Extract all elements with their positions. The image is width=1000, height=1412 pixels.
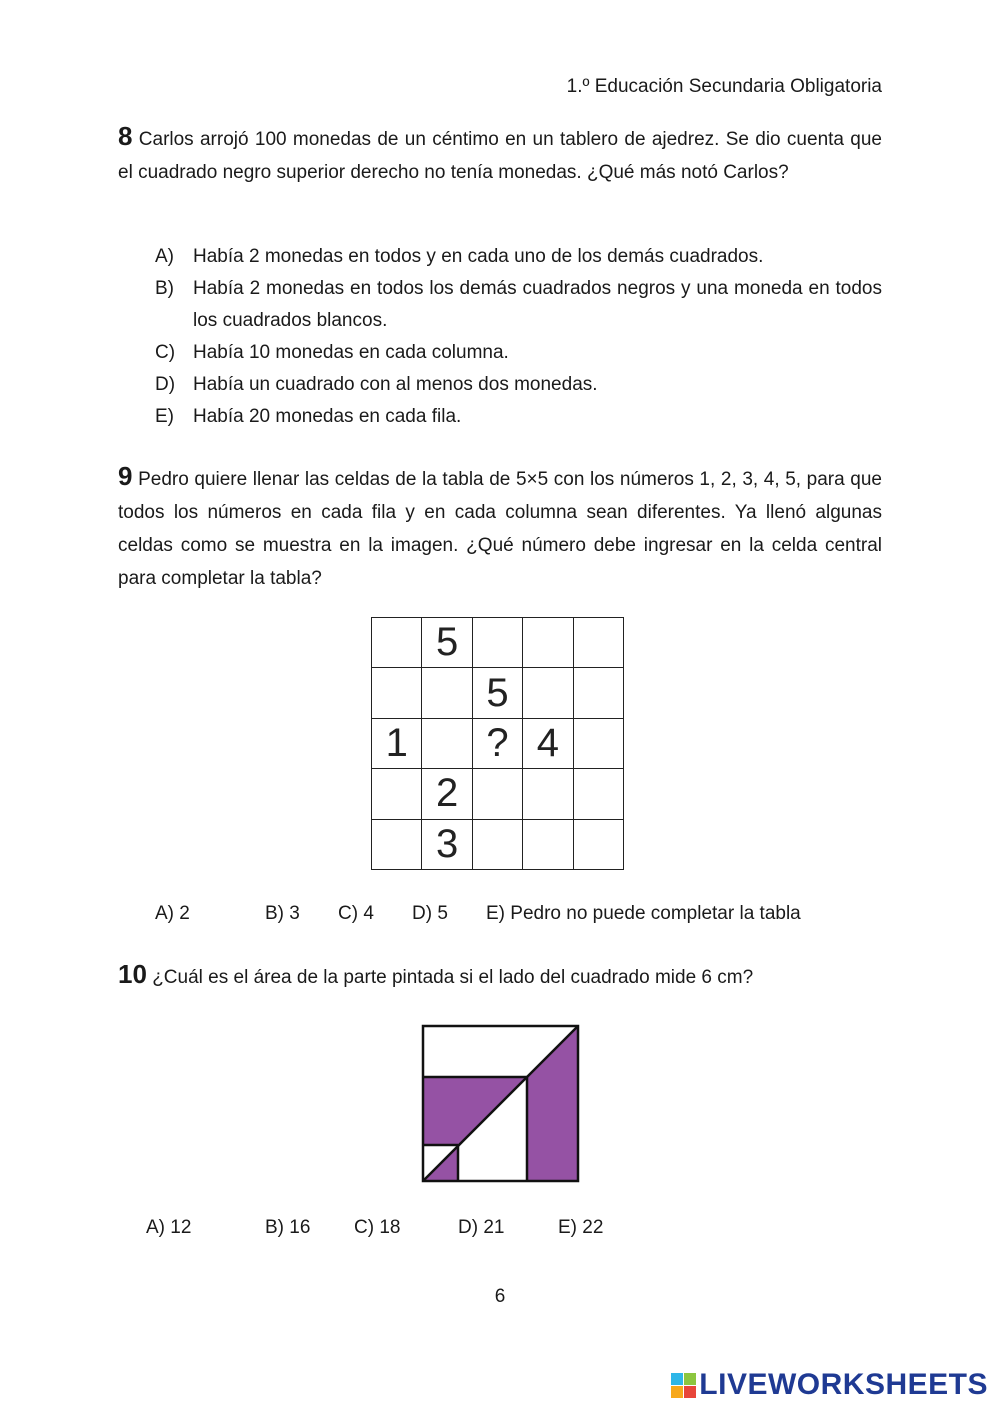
option-9-c[interactable]: C) 4: [338, 903, 374, 924]
grid-row: [372, 668, 624, 718]
grid-cell: [472, 618, 522, 668]
option-text: Había 2 monedas en todos los demás cuadrados negros y una moneda en todos los cuadrados blancos.: [193, 278, 882, 331]
grid-cell: [472, 819, 522, 869]
page-header: 1.º Educación Secundaria Obligatoria: [566, 76, 882, 97]
question-text: Carlos arrojó 100 monedas de un céntimo en un tablero de ajedrez. Se dio cuenta que el cuadrado negro superior derecho no tenía monedas. ¿Qué más notó Carlos?: [118, 129, 882, 183]
question-number: 8: [118, 121, 133, 151]
option-8-e[interactable]: [155, 401, 882, 433]
logo-square: [671, 1373, 683, 1385]
grid-cell: [523, 668, 573, 718]
grid-row: [372, 618, 624, 668]
logo-icon: [671, 1373, 696, 1398]
option-text: Había un cuadrado con al menos dos monedas.: [193, 374, 598, 395]
grid-cell: [573, 819, 623, 869]
grid-cell: [372, 668, 422, 718]
shaded-region-left: [423, 1077, 527, 1145]
grid-row: [372, 819, 624, 869]
question-10: [118, 958, 882, 994]
option-10-b[interactable]: B) 16: [265, 1217, 311, 1238]
logo-square: [684, 1386, 696, 1398]
number-grid: [371, 617, 624, 870]
option-9-a[interactable]: A) 2: [155, 903, 190, 924]
question-9: [118, 460, 882, 595]
option-text: Había 10 monedas en cada columna.: [193, 342, 509, 363]
grid-cell: 2: [422, 769, 472, 819]
option-8-c[interactable]: [155, 337, 882, 369]
option-8-a[interactable]: [155, 241, 882, 273]
grid-cell: [372, 618, 422, 668]
grid-cell: [472, 769, 522, 819]
logo-text: LIVEWORKSHEETS: [699, 1368, 988, 1401]
question-number: 9: [118, 461, 133, 491]
grid-cell-center: ?: [472, 718, 522, 768]
grid-cell: [372, 769, 422, 819]
grid-cell: [422, 668, 472, 718]
grid-cell: [573, 718, 623, 768]
question-text: Pedro quiere llenar las celdas de la tabla de 5×5 con los números 1, 2, 3, 4, 5, para que todos los números en cada fila y en cada columna sean diferentes. Ya llenó algunas celdas como se muestra en la imagen. ¿Qué número debe ingresar en la celda central para completar la tabla?: [118, 469, 883, 589]
liveworksheets-logo: [671, 1368, 988, 1402]
option-10-d[interactable]: D) 21: [458, 1217, 505, 1238]
shaded-square-figure: [421, 1024, 581, 1184]
option-label: A): [155, 246, 174, 267]
shaded-region-right: [527, 1026, 578, 1181]
option-8-d[interactable]: [155, 369, 882, 401]
option-10-a[interactable]: A) 12: [146, 1217, 192, 1238]
grid-cell: [372, 819, 422, 869]
option-9-e[interactable]: E) Pedro no puede completar la tabla: [486, 903, 801, 924]
question-8: [118, 120, 882, 189]
grid-cell: [573, 618, 623, 668]
page-number: 6: [494, 1286, 506, 1307]
logo-square: [671, 1386, 683, 1398]
option-label: C): [155, 342, 176, 363]
grid-cell: [573, 668, 623, 718]
logo-square: [684, 1373, 696, 1385]
grid-row: [372, 769, 624, 819]
option-text: Había 2 monedas en todos y en cada uno de los demás cuadrados.: [193, 246, 764, 267]
option-10-e[interactable]: E) 22: [558, 1217, 604, 1238]
option-8-b[interactable]: [155, 273, 882, 337]
grid-cell: 5: [472, 668, 522, 718]
option-label: D): [155, 374, 176, 395]
grid-cell: 3: [422, 819, 472, 869]
grid-cell: [573, 769, 623, 819]
option-10-c[interactable]: C) 18: [354, 1217, 401, 1238]
option-9-d[interactable]: D) 5: [412, 903, 448, 924]
grid-cell: 1: [372, 718, 422, 768]
grid-cell: 4: [523, 718, 573, 768]
question-number: 10: [118, 959, 147, 989]
option-text: Había 20 monedas en cada fila.: [193, 406, 462, 427]
grid-cell: 5: [422, 618, 472, 668]
grid-cell: [523, 819, 573, 869]
question-text: ¿Cuál es el área de la parte pintada si el lado del cuadrado mide 6 cm?: [152, 967, 754, 988]
grid-cell: [523, 618, 573, 668]
grid-row: [372, 718, 624, 768]
option-label: B): [155, 278, 174, 299]
option-label: E): [155, 406, 174, 427]
option-9-b[interactable]: B) 3: [265, 903, 300, 924]
grid-cell: [422, 718, 472, 768]
grid-cell: [523, 769, 573, 819]
